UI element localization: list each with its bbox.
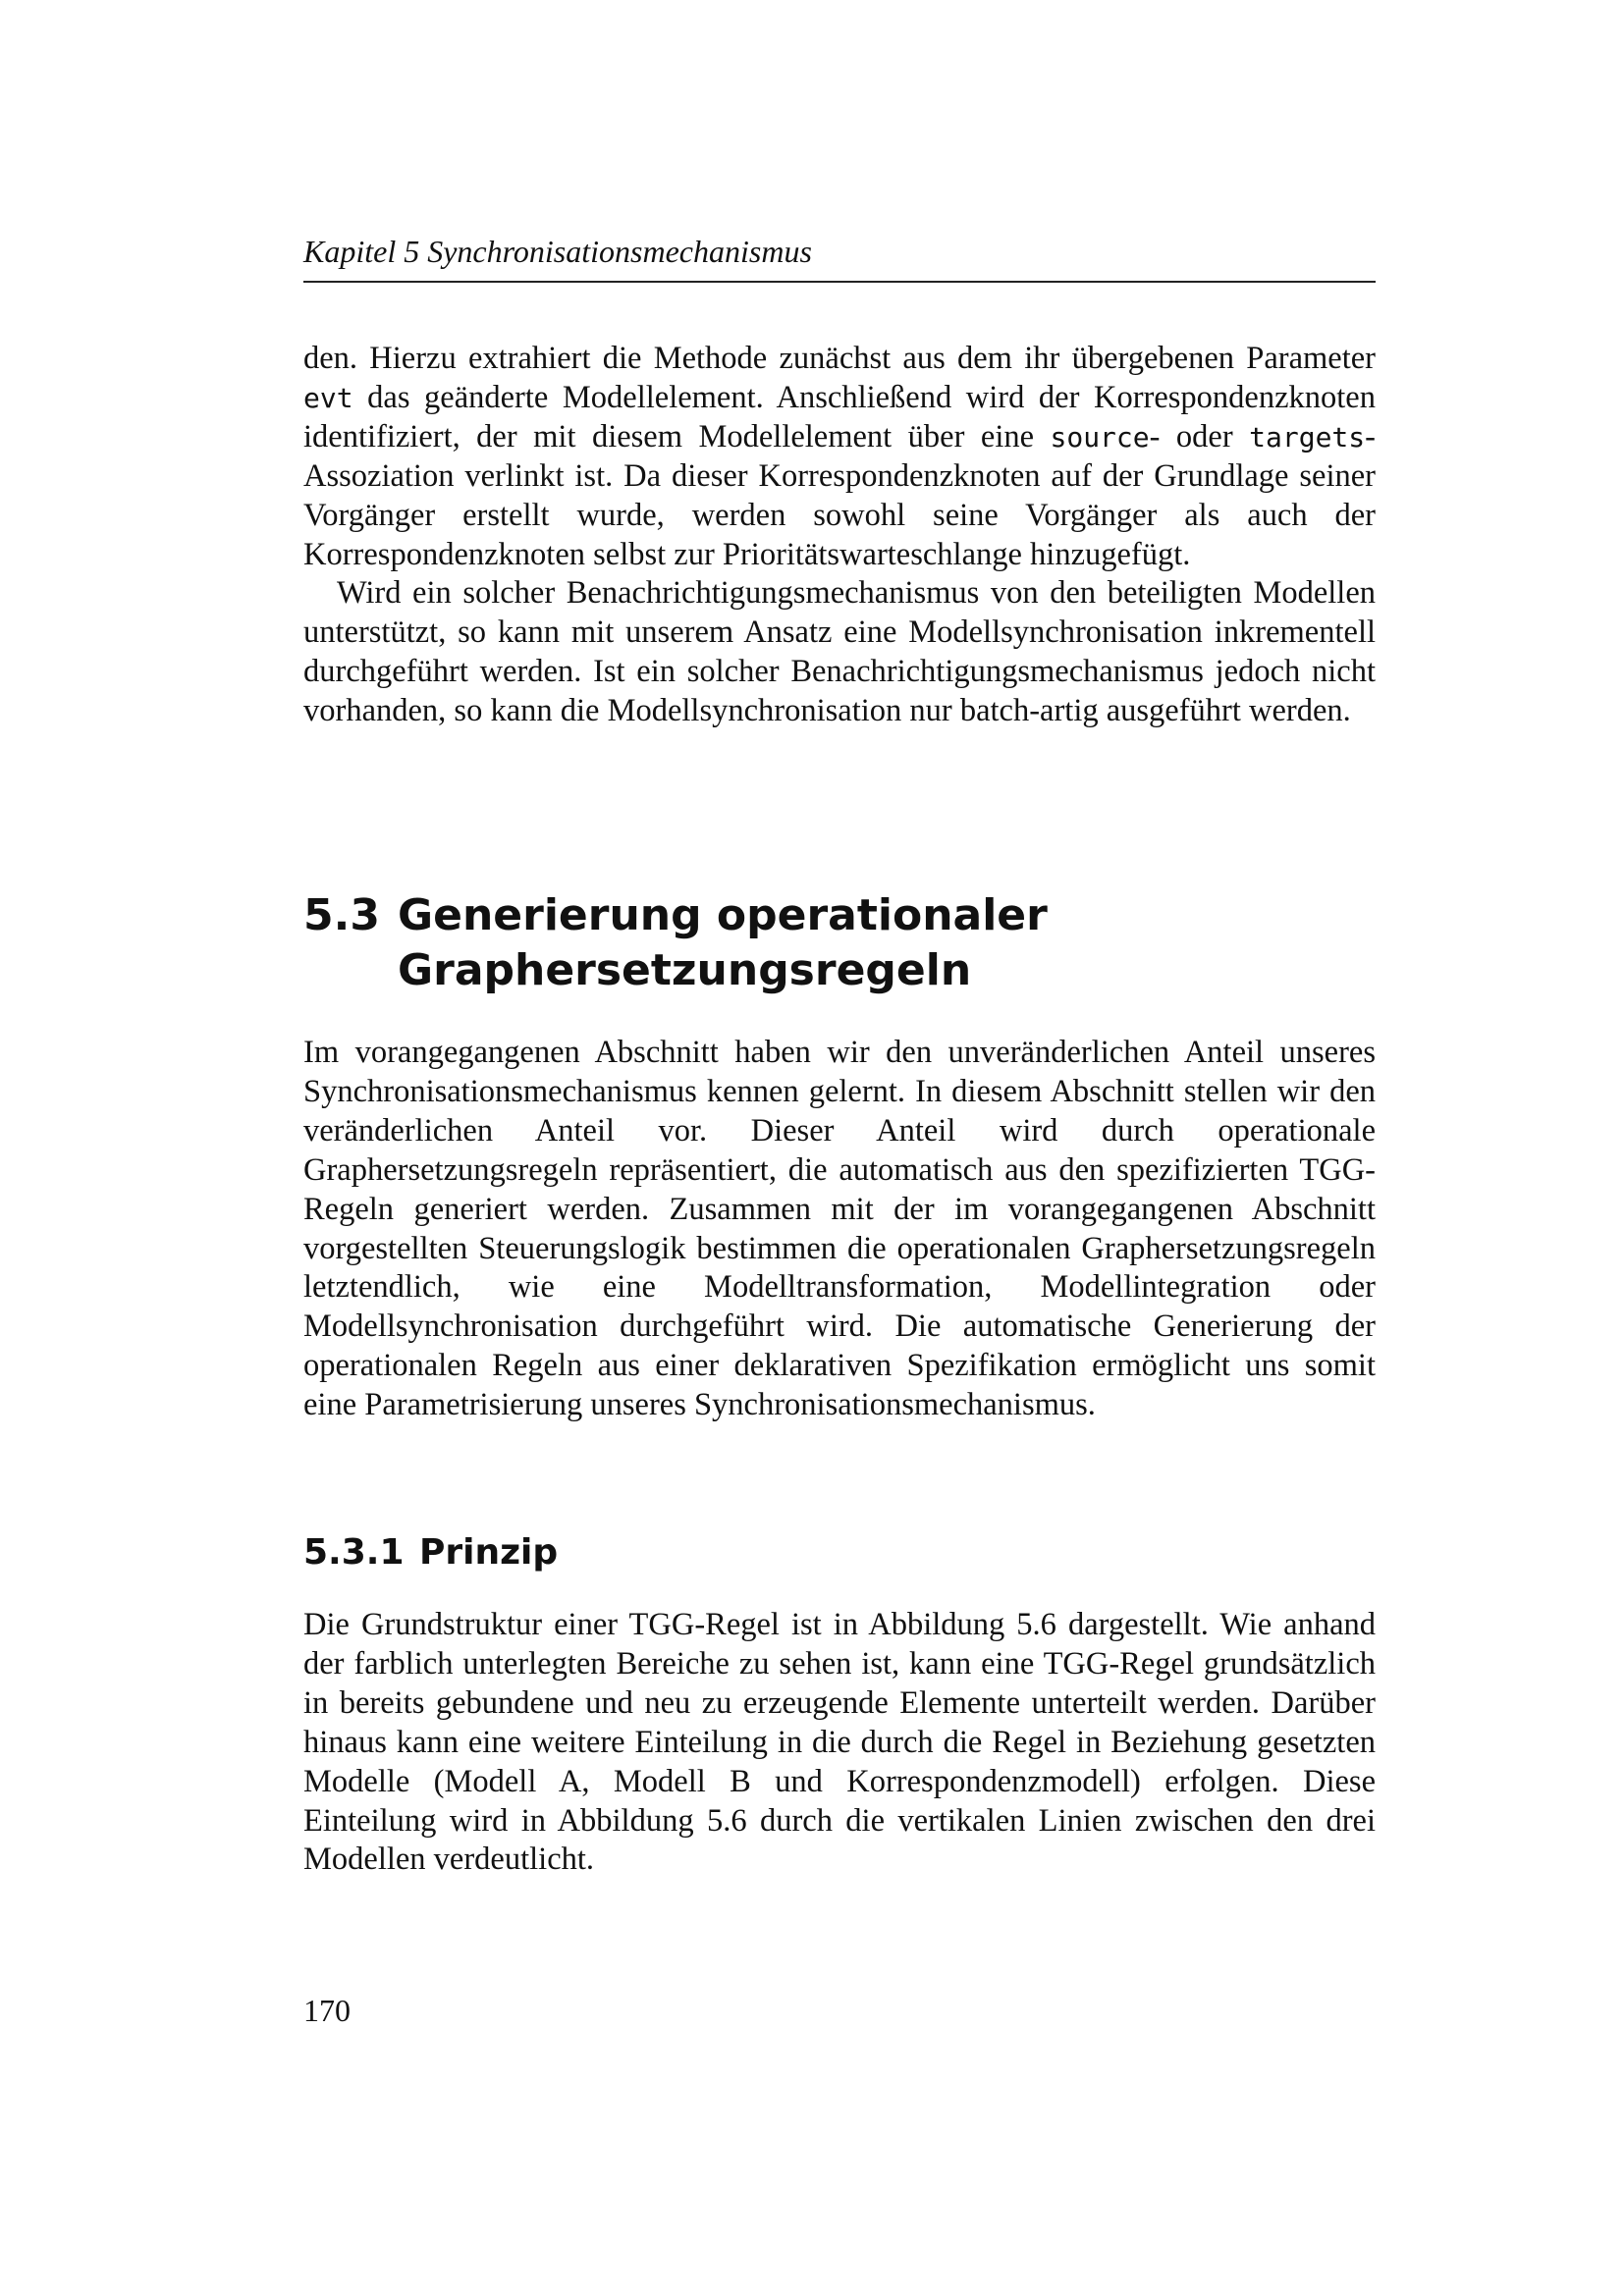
section-title-line-1: Generierung operationaler: [398, 890, 1048, 940]
section-title-line-2: Graphersetzungsregeln: [398, 945, 972, 995]
intro-text: [303, 340, 1376, 731]
intro-paragraph-1: den. Hierzu extrahiert die Methode zunächst aus dem ihr übergebenen Parameter evt das geänderte Modellelement. Anschließend wird der Korrespondenzknoten identifiziert, der mit diesem Modellelement über eine source- oder targets-Assoziation verlinkt ist. Da dieser Korrespondenzknoten auf der Grundlage seiner Vorgänger erstellt wurde, werden sowohl seine Vorgänger als auch der Korrespondenzknoten selbst zur Prioritätswarteschlange hinzugefügt.: [303, 341, 1376, 572]
subsection-number: 5.3.1: [303, 1532, 405, 1573]
intro-paragraph-2: Wird ein solcher Benachrichtigungsmechanismus von den beteiligten Modellen unterstützt, so kann mit unserem Ansatz eine Modellsynchronisation inkrementell durchgeführt werden. Ist ein solcher Benachrichtigungsmechanismus jedoch nicht vorhanden, so kann die Modellsynchronisation nur batch-artig ausgeführt werden.: [303, 575, 1376, 729]
subsection-heading: [303, 1531, 558, 1575]
subsection-paragraph: Die Grundstruktur einer TGG-Regel ist in Abbildung 5.6 dargestellt. Wie anhand der farblich unterlegten Bereiche zu sehen ist, kann eine TGG-Regel grundsätzlich in bereits gebundene und neu zu erzeugende Elemente unterteilt werden. Darüber hinaus kann eine weitere Einteilung in die durch die Regel in Beziehung gesetzten Modelle (Modell A, Modell B und Korrespondenzmodell) erfolgen. Diese Einteilung wird in Abbildung 5.6 durch die vertikalen Linien zwischen den drei Modellen verdeutlicht.: [303, 1607, 1376, 1878]
page-header: [303, 232, 1376, 283]
section-paragraph: Im vorangegangenen Abschnitt haben wir den unveränderlichen Anteil unseres Synchronisationsmechanismus kennen gelernt. In diesem Abschnitt stellen wir den veränderlichen Anteil vor. Dieser Anteil wird durch operationale Graphersetzungsregeln repräsentiert, die automatisch aus den spezifizierten TGG-Regeln generiert werden. Zusammen mit der im vorangegangenen Abschnitt vorgestellten Steuerungslogik bestimmen die operationalen Graphersetzungsregeln letztendlich, wie eine Modelltransformation, Modellintegration oder Modellsynchronisation durchgeführt wird. Die automatische Generierung der operationalen Regeln aus einer deklarativen Spezifikation ermöglicht uns somit eine Parametrisierung unseres Synchronisationsmechanismus.: [303, 1035, 1376, 1423]
section-heading: [303, 888, 1048, 998]
code-targets: targets: [1249, 420, 1366, 454]
header-rule: [303, 281, 1376, 283]
section-number: 5.3: [303, 890, 380, 940]
subsection-text: [303, 1606, 1376, 1880]
page-number: 170: [303, 1993, 351, 2028]
code-source: source: [1050, 420, 1150, 454]
section-text: [303, 1034, 1376, 1425]
code-evt: evt: [303, 381, 353, 414]
running-head: Kapitel 5 Synchronisationsmechanismus: [303, 234, 812, 269]
subsection-title: Prinzip: [419, 1532, 559, 1573]
